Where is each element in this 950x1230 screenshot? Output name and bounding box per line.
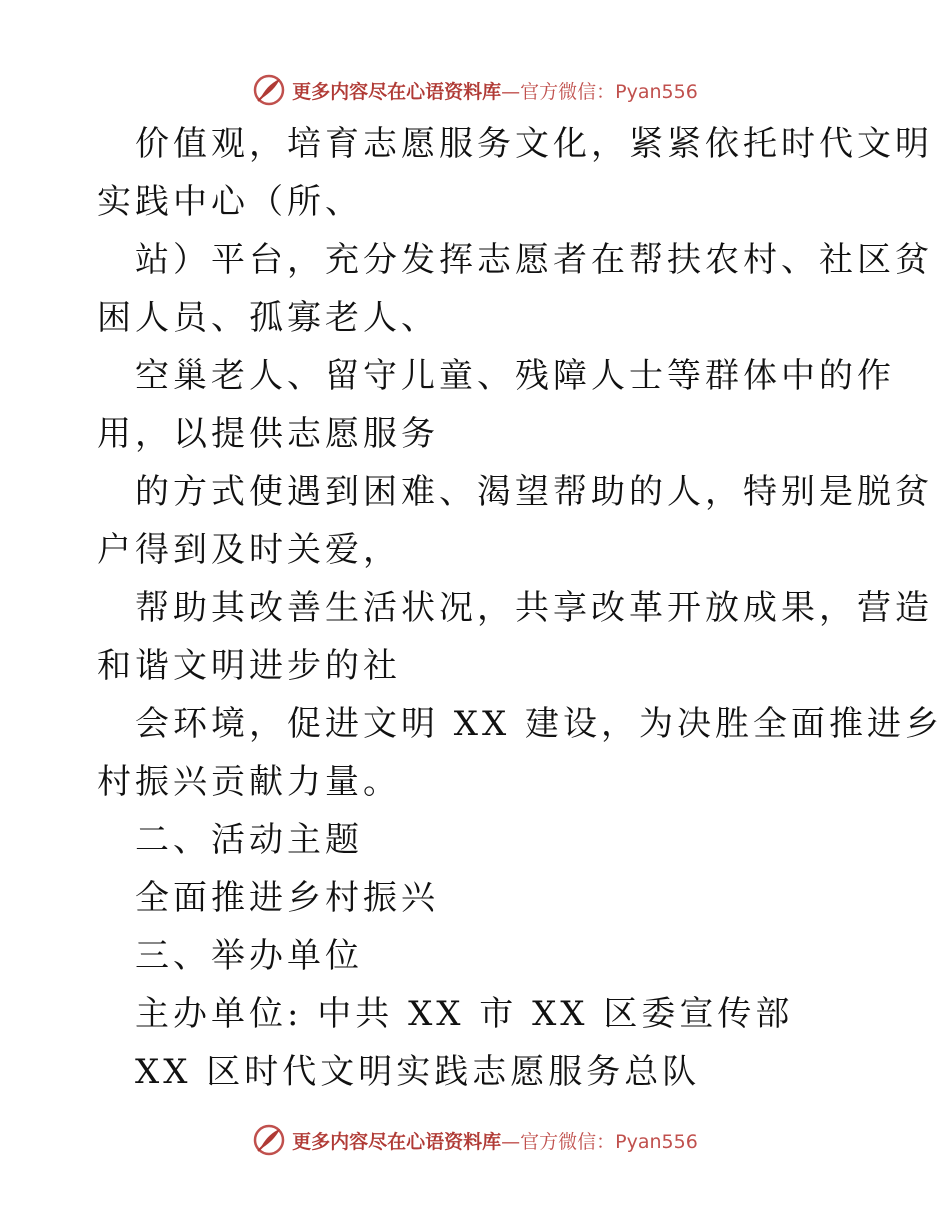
- quill-logo-icon: [252, 1123, 286, 1157]
- quill-logo-icon: [252, 73, 286, 107]
- watermark-text: [292, 1127, 698, 1154]
- body-line: XX 区时代文明实践志愿服务总队: [135, 1052, 701, 1092]
- body-line: 帮助其改善生活状况，共享改革开放成果，营造: [135, 588, 933, 628]
- body-line: 价值观，培育志愿服务文化，紧紧依托时代文明: [135, 124, 933, 164]
- document-body: [97, 115, 944, 1101]
- body-line: 实践中心（所、: [97, 182, 363, 222]
- watermark-separator: —: [501, 1130, 521, 1153]
- watermark-separator: —: [501, 80, 521, 103]
- watermark-prefix: 更多内容尽在心语资料库: [292, 80, 502, 103]
- body-line: 和谐文明进步的社: [97, 646, 401, 686]
- section-heading: 二、活动主题: [135, 820, 363, 860]
- page-header-watermark: [0, 70, 950, 110]
- body-line: 用，以提供志愿服务: [97, 414, 439, 454]
- watermark-text: [292, 77, 698, 104]
- body-line: 空巢老人、留守儿童、残障人士等群体中的作: [135, 356, 895, 396]
- body-line: 站）平台，充分发挥志愿者在帮扶农村、社区贫: [135, 240, 933, 280]
- body-line: 全面推进乡村振兴: [135, 878, 439, 918]
- body-line: 村振兴贡献力量。: [97, 762, 401, 802]
- body-line: 会环境，促进文明 XX 建设，为决胜全面推进乡: [135, 704, 944, 744]
- watermark-suffix: 官方微信：Pyan556: [520, 80, 698, 103]
- section-heading: 三、举办单位: [135, 936, 363, 976]
- watermark-prefix: 更多内容尽在心语资料库: [292, 1130, 502, 1153]
- page-footer-watermark: [0, 1120, 950, 1160]
- watermark: [252, 73, 698, 107]
- watermark-suffix: 官方微信：Pyan556: [520, 1130, 698, 1153]
- watermark: [252, 1123, 698, 1157]
- body-line: 主办单位: 中共 XX 市 XX 区委宣传部: [135, 994, 794, 1034]
- body-line: 户得到及时关爱，: [97, 530, 401, 570]
- body-line: 困人员、孤寡老人、: [97, 298, 439, 338]
- body-line: 的方式使遇到困难、渴望帮助的人，特别是脱贫: [135, 472, 933, 512]
